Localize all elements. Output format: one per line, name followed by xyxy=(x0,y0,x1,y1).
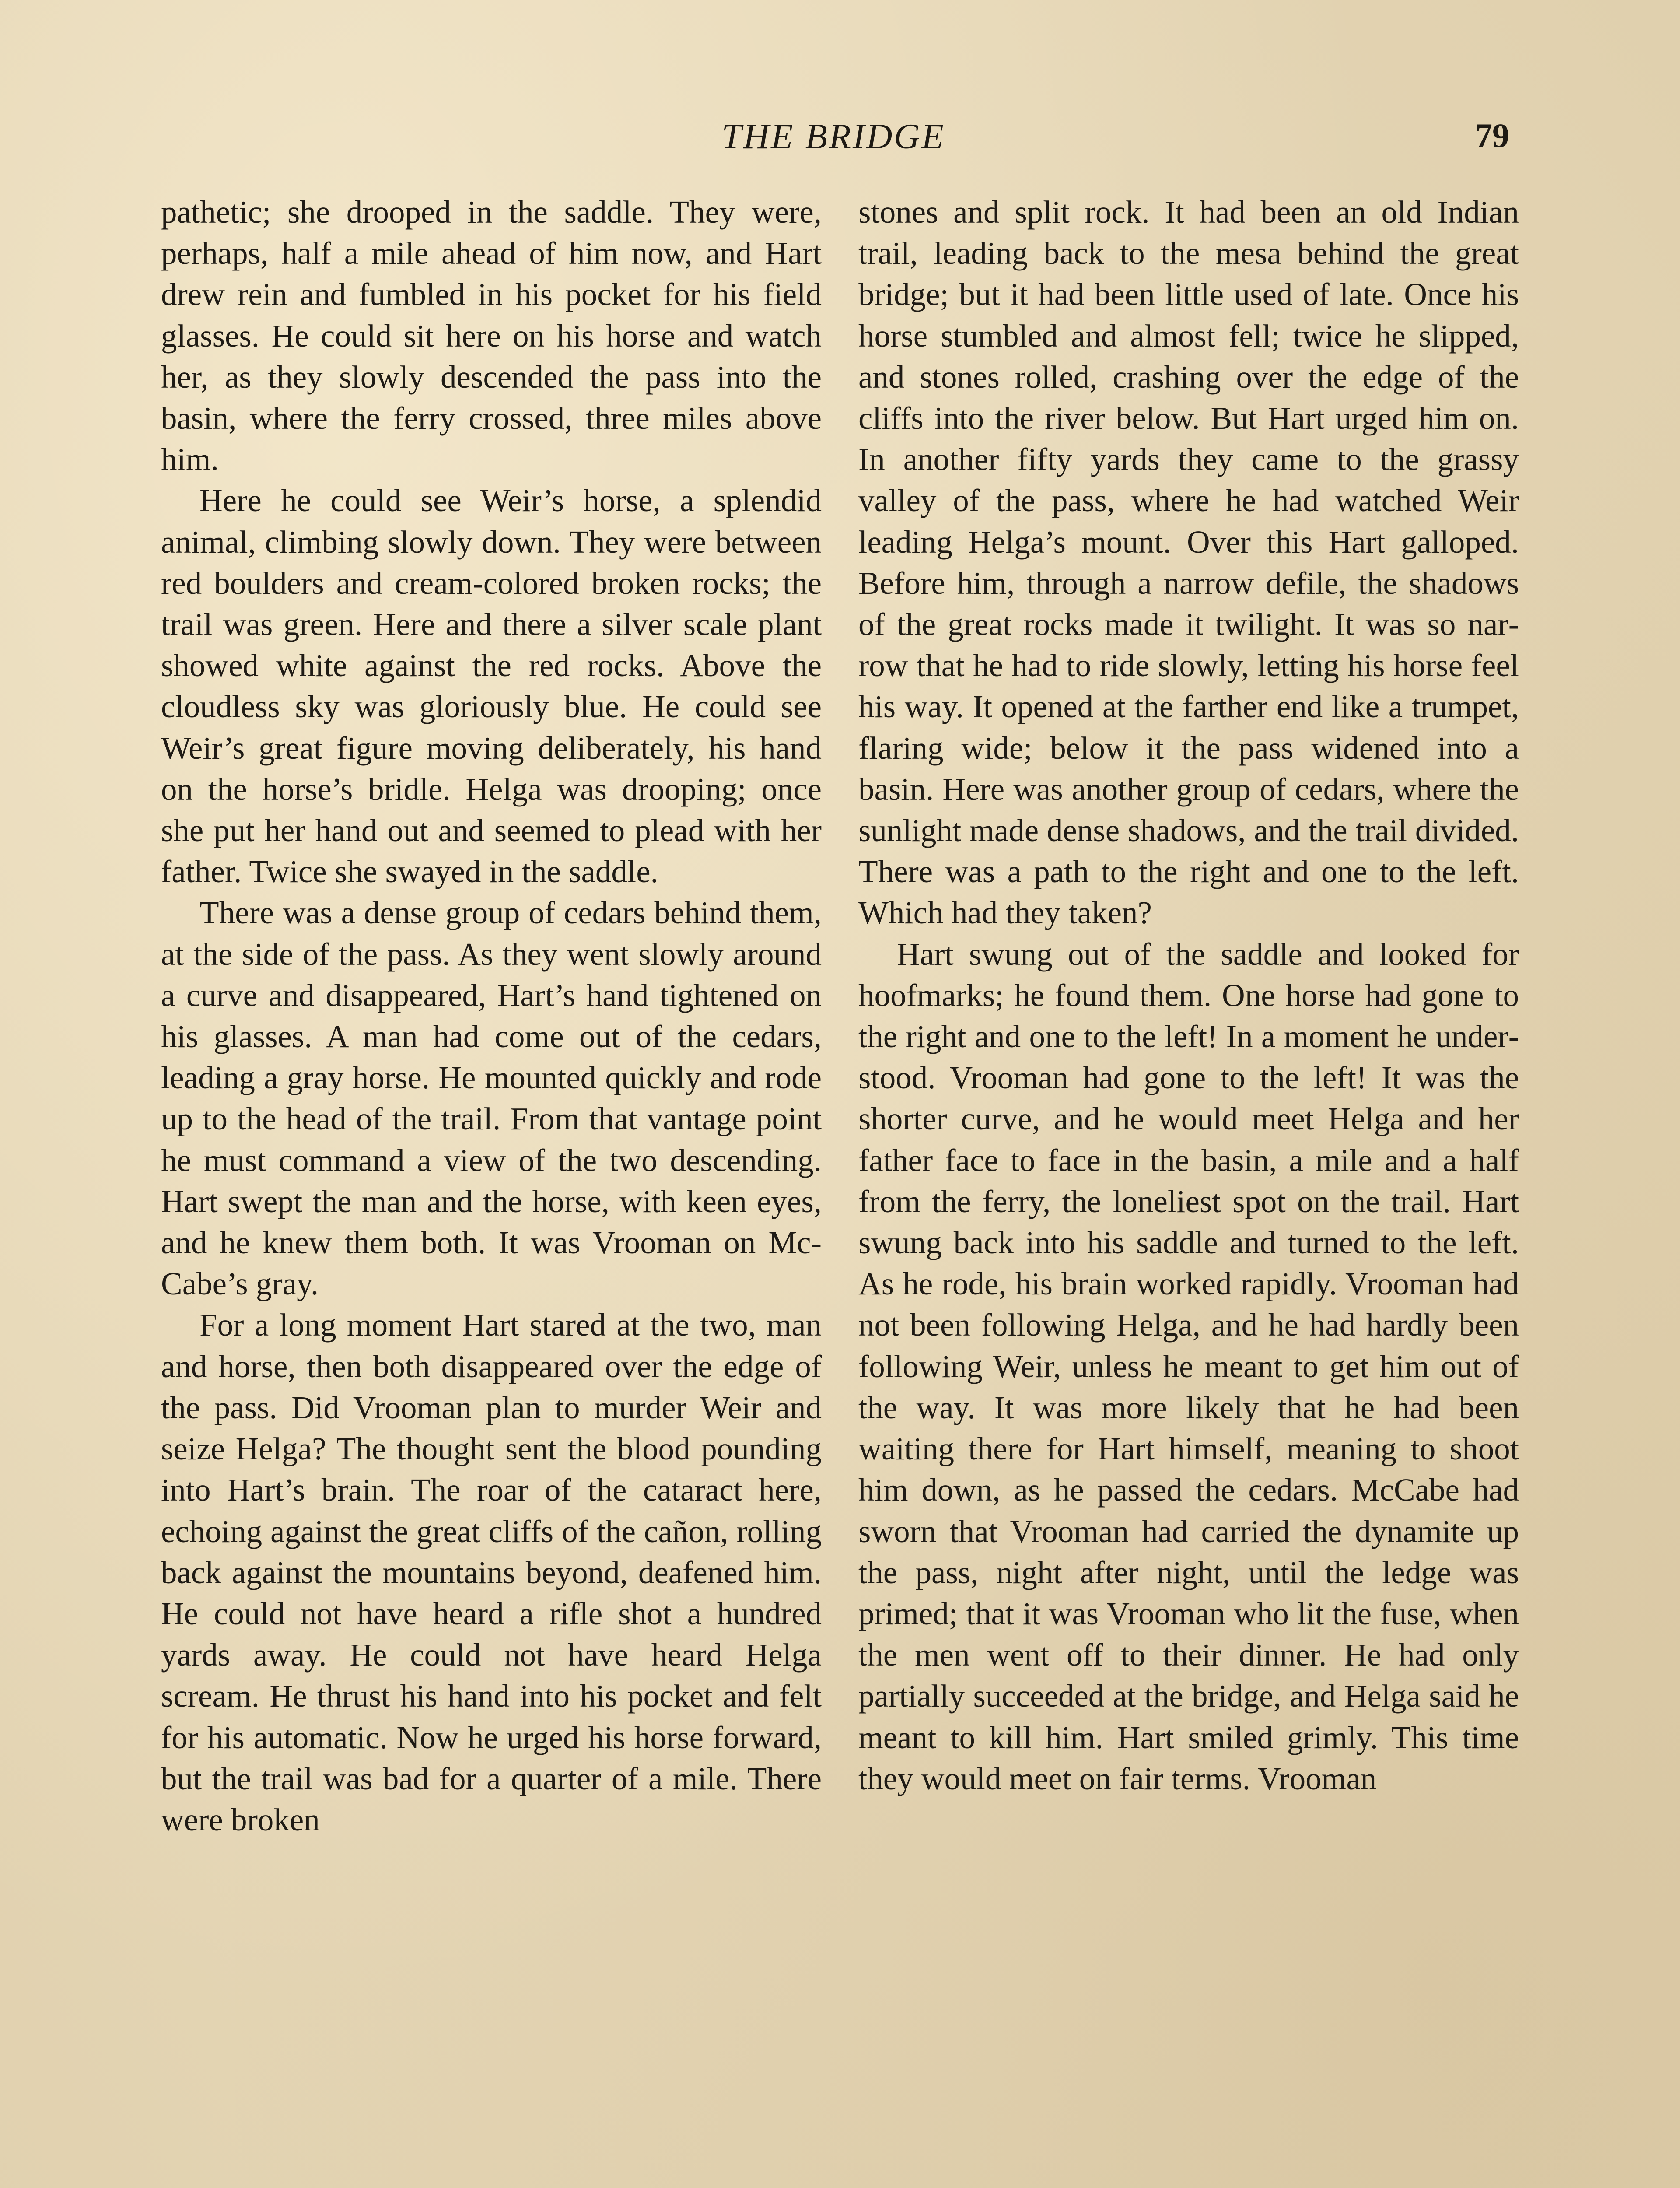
paragraph: For a long moment Hart stared at the two, man and horse, then both disappeared over the edge of the pass. Did Vrooman plan to murder Weir and seize Helga? The thought sent the blood pounding into Hart’s brain. The roar of the cataract here, echoing against the great cliffs of the cañon, rolling back against the mountains beyond, deafened him. He could not have heard a rifle shot a hundred yards away. He could not have heard Helga scream. He thrust his hand into his pocket and felt for his automatic. Now he urged his horse forward, but the trail was bad for a quarter of a mile. There were broken xyxy=(161,1307,822,1837)
page-number: 79 xyxy=(1475,116,1509,154)
paragraph: pathetic; she drooped in the saddle. They were, perhaps, half a mile ahead of him now, and Hart drew rein and fumbled in his pocket for his field glasses. He could sit here on his horse and watch her, as they slowly descended the pass into the basin, where the ferry crossed, three miles above him. xyxy=(161,194,822,477)
paragraph: There was a dense group of cedars behind them, at the side of the pass. As they went slowly around a curve and disappeared, Hart’s hand tightened on his glasses. A man had come out of the cedars, leading a gray horse. He mounted quickly and rode up to the head of the trail. From that vantage point he must command a view of the two descending. Hart swept the man and the horse, with keen eyes, and he knew them both. It was Vrooman on McCabe’s gray. xyxy=(161,895,822,1302)
page-title: THE BRIDGE xyxy=(721,116,945,156)
right-column xyxy=(858,192,1519,1799)
running-head xyxy=(158,116,1509,160)
paragraph: Hart swung out of the saddle and looked for hoofmarks; he found them. One horse had gone to the right and one to the left! In a moment he understood. Vrooman had gone to the left! It was the shorter curve, and he would meet Helga and her father face to face in the basin, a mile and a half from the ferry, the loneliest spot on the trail. Hart swung back into his saddle and turned to the left. As he rode, his brain worked rapidly. Vrooman had not been following Helga, and he had hardly been following Weir, unless he meant to get him out of the way. It was more likely that he had been waiting there for Hart himself, meaning to shoot him down, as he passed the cedars. McCabe had sworn that Vrooman had carried the dynamite up the pass, night after night, until the ledge was primed; that it was Vrooman who lit the fuse, when the men went off to their dinner. He had only partially succeeded at the bridge, and Helga said he meant to kill him. Hart smiled grimly. This time they would meet on fair terms. Vrooman xyxy=(858,936,1519,1796)
paragraph: Here he could see Weir’s horse, a splendid animal, climbing slowly down. They were between red boulders and cream-colored broken rocks; the trail was green. Here and there a silver scale plant showed white against the red rocks. Above the cloudless sky was gloriously blue. He could see Weir’s great figure moving deliberately, his hand on the horse’s bridle. Helga was drooping; once she put her hand out and seemed to plead with her father. Twice she swayed in the saddle. xyxy=(161,483,822,890)
left-column xyxy=(161,192,822,1841)
paragraph: stones and split rock. It had been an old Indian trail, leading back to the mesa behind the great bridge; but it had been little used of late. Once his horse stumbled and almost fell; twice he slipped, and stones rolled, crashing over the edge of the cliffs into the river below. But Hart urged him on. In another fifty yards they came to the grassy valley of the pass, where he had watched Weir leading Helga’s mount. Over this Hart galloped. Before him, through a narrow defile, the shadows of the great rocks made it twilight. It was so narrow that he had to ride slowly, letting his horse feel his way. It opened at the farther end like a trumpet, flaring wide; below it the pass widened into a basin. Here was another group of cedars, where the sunlight made dense shadows, and the trail divided. There was a path to the right and one to the left. Which had they taken? xyxy=(858,194,1519,931)
